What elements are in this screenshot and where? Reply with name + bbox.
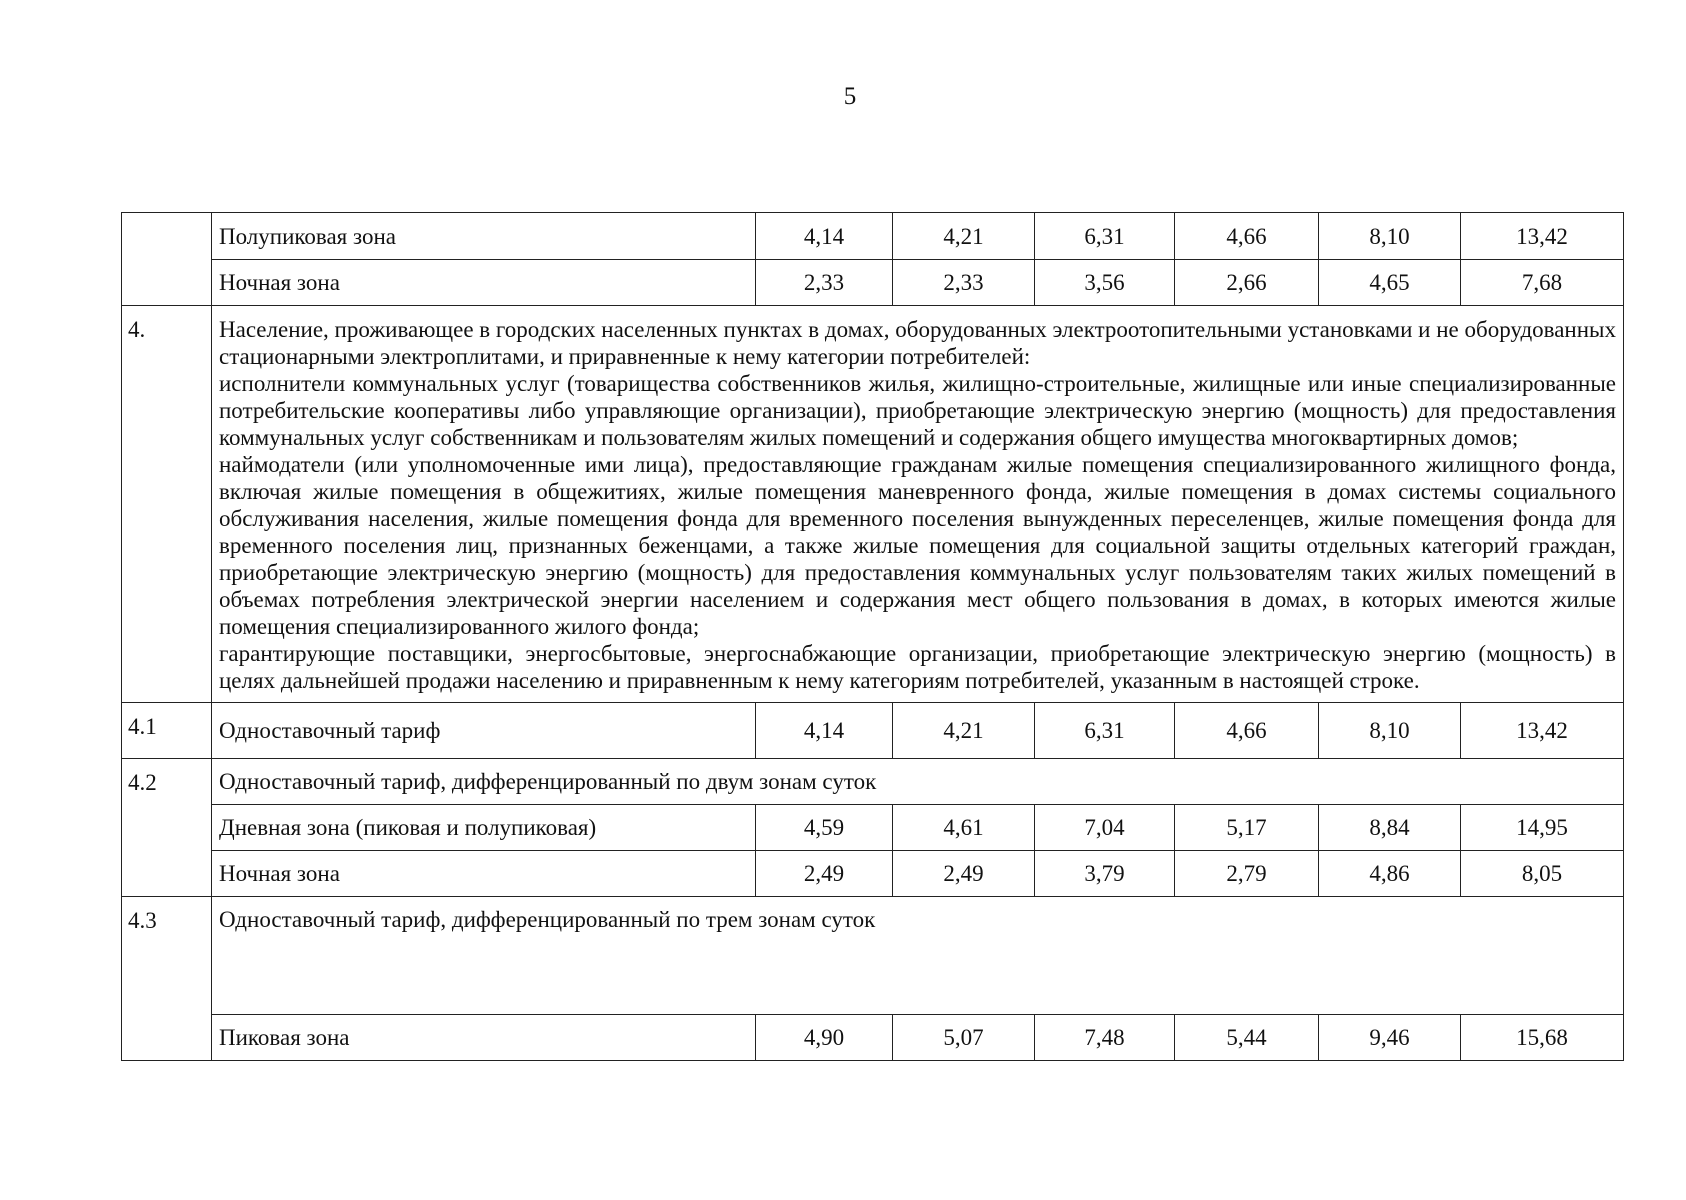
- row-number: 4.3: [122, 897, 212, 1061]
- value-cell: 4,14: [756, 213, 893, 260]
- table-row: [122, 260, 1624, 306]
- value-cell: 3,56: [1035, 260, 1175, 306]
- tariff-table: [121, 212, 1624, 1061]
- value-cell: 5,44: [1175, 1015, 1319, 1061]
- row-label: Пиковая зона: [212, 1015, 756, 1061]
- value-cell: 4,14: [756, 703, 893, 759]
- value-cell: 4,61: [893, 805, 1035, 851]
- row-label: Полупиковая зона: [212, 213, 756, 260]
- table-row: [122, 759, 1624, 805]
- value-cell: 4,21: [893, 213, 1035, 260]
- paragraph: Население, проживающее в городских населенных пунктах в домах, оборудованных электроотопительными установками и не оборудованных стационарными электроплитами, и приравненные к нему категории потребителей:: [219, 317, 1616, 369]
- value-cell: 6,31: [1035, 213, 1175, 260]
- row-title: Одноставочный тариф, дифференцированный по трем зонам суток: [212, 897, 1624, 1015]
- paragraph: наймодатели (или уполномоченные ими лица), предоставляющие гражданам жилые помещения специализированного жилищного фонда, включая жилые помещения в общежитиях, жилые помещения маневренного фонда, жилые помещения в домах системы социального обслуживания населения, жилые помещения фонда для временного поселения вынужденных переселенцев, жилые помещения фонда для временного поселения лиц, признанных беженцами, а также жилые помещения для социальной защиты отдельных категорий граждан, приобретающие электрическую энергию (мощность) для предоставления коммунальных услуг пользователям таких жилых помещений в объемах потребления электрической энергии населением и содержания мест общего пользования в домах, в которых имеются жилые помещения специализированного жилого фонда;: [219, 452, 1616, 639]
- row-title: Одноставочный тариф, дифференцированный по двум зонам суток: [212, 759, 1624, 805]
- value-cell: 2,49: [756, 851, 893, 897]
- value-cell: 13,42: [1461, 703, 1624, 759]
- page-number: 5: [843, 83, 857, 110]
- value-cell: 7,04: [1035, 805, 1175, 851]
- row-label: Ночная зона: [212, 260, 756, 306]
- value-cell: 8,10: [1319, 703, 1461, 759]
- value-cell: 5,07: [893, 1015, 1035, 1061]
- value-cell: 4,66: [1175, 213, 1319, 260]
- row-label: Дневная зона (пиковая и полупиковая): [212, 805, 756, 851]
- table-row: [122, 1015, 1624, 1061]
- value-cell: 2,79: [1175, 851, 1319, 897]
- table-row: [122, 897, 1624, 1015]
- value-cell: 4,59: [756, 805, 893, 851]
- paragraph: исполнители коммунальных услуг (товарищества собственников жилья, жилищно-строительные, жилищные или иные специализированные потребительские кооперативы либо управляющие организации), приобретающие электрическую энергию (мощность) для предоставления коммунальных услуг собственникам и пользователям жилых помещений и содержания общего имущества многоквартирных домов;: [219, 371, 1616, 450]
- value-cell: 4,21: [893, 703, 1035, 759]
- row-number: 4.1: [122, 703, 212, 759]
- paragraph: гарантирующие поставщики, энергосбытовые, энергоснабжающие организации, приобретающие электрическую энергию (мощность) в целях дальнейшей продажи населению и приравненным к нему категориям потребителей, указанным в настоящей строке.: [219, 641, 1616, 693]
- row-number-cell: [122, 213, 212, 306]
- row-label: Ночная зона: [212, 851, 756, 897]
- row-label: Одноставочный тариф: [212, 703, 756, 759]
- section-description: [212, 306, 1624, 703]
- value-cell: 4,86: [1319, 851, 1461, 897]
- value-cell: 13,42: [1461, 213, 1624, 260]
- value-cell: 2,49: [893, 851, 1035, 897]
- value-cell: 14,95: [1461, 805, 1624, 851]
- value-cell: 2,66: [1175, 260, 1319, 306]
- value-cell: 4,66: [1175, 703, 1319, 759]
- value-cell: 6,31: [1035, 703, 1175, 759]
- table-row: [122, 213, 1624, 260]
- table-row: [122, 805, 1624, 851]
- value-cell: 8,05: [1461, 851, 1624, 897]
- value-cell: 4,90: [756, 1015, 893, 1061]
- value-cell: 8,84: [1319, 805, 1461, 851]
- value-cell: 15,68: [1461, 1015, 1624, 1061]
- value-cell: 3,79: [1035, 851, 1175, 897]
- table-row: [122, 703, 1624, 759]
- value-cell: 8,10: [1319, 213, 1461, 260]
- value-cell: 9,46: [1319, 1015, 1461, 1061]
- value-cell: 2,33: [893, 260, 1035, 306]
- value-cell: 7,48: [1035, 1015, 1175, 1061]
- value-cell: 7,68: [1461, 260, 1624, 306]
- table-row-section-4: [122, 306, 1624, 703]
- value-cell: 4,65: [1319, 260, 1461, 306]
- value-cell: 5,17: [1175, 805, 1319, 851]
- value-cell: 2,33: [756, 260, 893, 306]
- row-number: 4.: [122, 306, 212, 703]
- row-number: 4.2: [122, 759, 212, 897]
- table-row: [122, 851, 1624, 897]
